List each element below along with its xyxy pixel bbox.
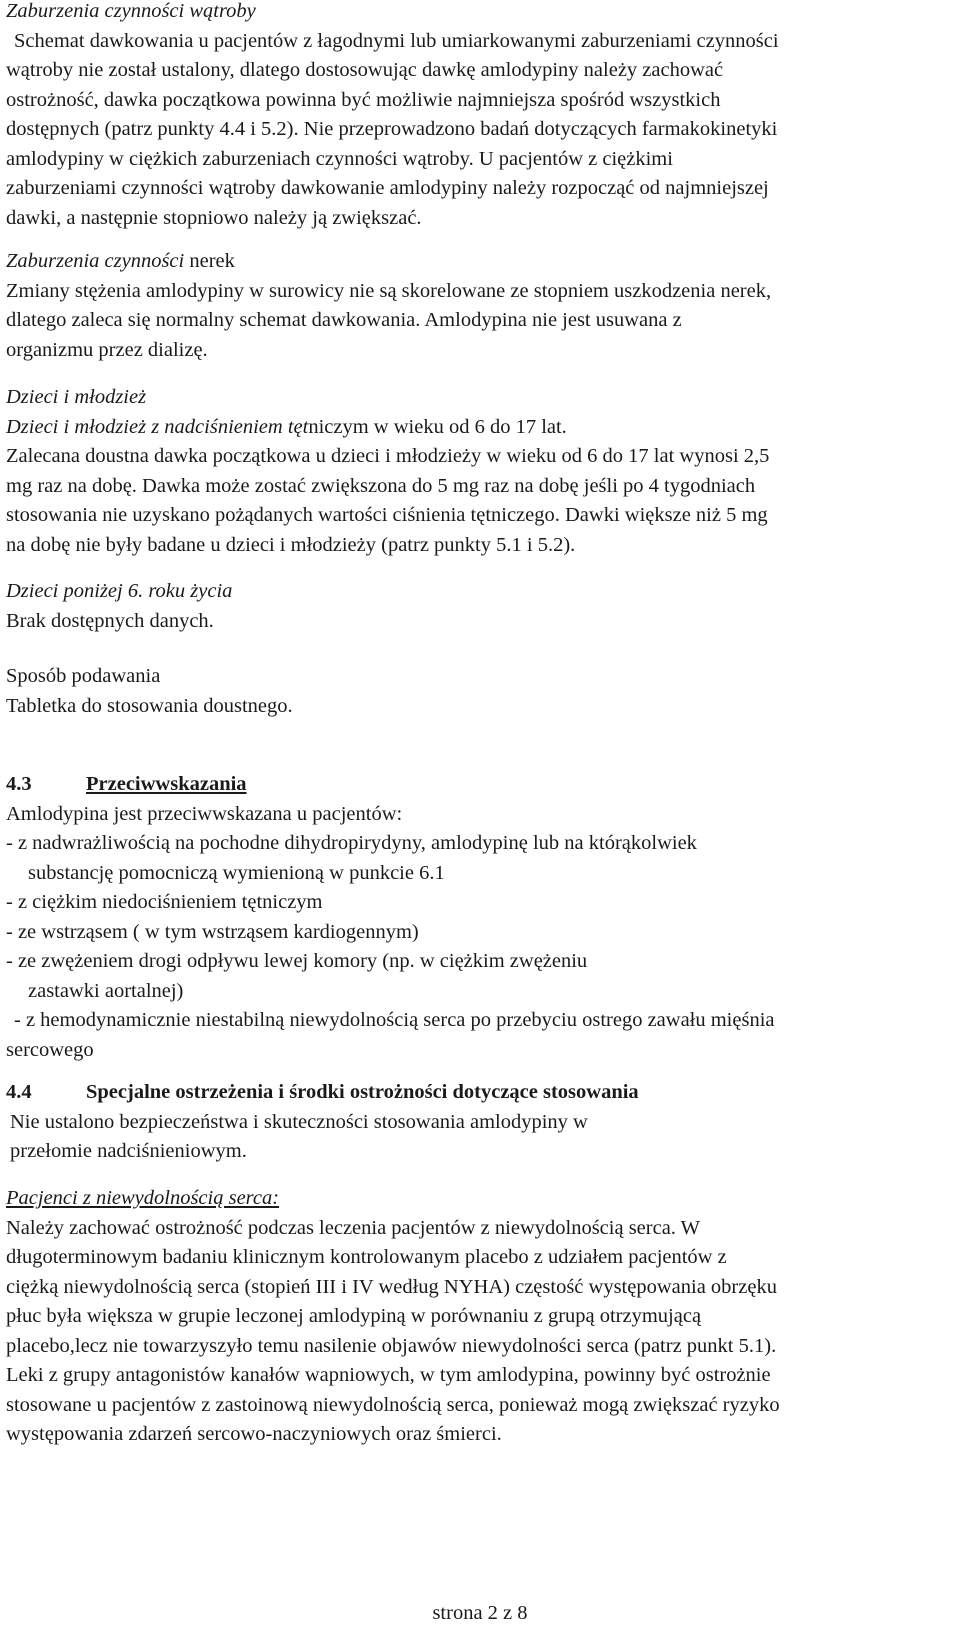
contraindication-item: zastawki aortalnej) xyxy=(28,979,184,1002)
section-4-4 xyxy=(6,1078,954,1167)
section-4-3 xyxy=(6,770,954,1065)
renal-heading xyxy=(6,247,954,277)
pediatric-line: na dobę nie były badane u dzieci i młodzieży (patrz punkty 5.1 i 5.2). xyxy=(6,533,576,556)
hepatic-line: dostępnych (patrz punkty 4.4 i 5.2). Nie przeprowadzono badań dotyczących farmakokinetyki xyxy=(6,118,778,140)
contraindication-item: - z ciężkim niedociśnieniem tętniczym xyxy=(6,891,323,913)
hepatic-line: amlodypiny w ciężkich zaburzeniach czynności wątroby. U pacjentów z ciężkimi xyxy=(6,147,673,170)
renal-line: organizmu przez dializę. xyxy=(6,338,208,361)
renal-section xyxy=(6,247,954,365)
pediatric-line: stosowania nie uzyskano pożądanych wartości ciśnienia tętniczego. Dawki większe niż 5 mg xyxy=(6,504,768,526)
admin-section xyxy=(6,662,954,721)
pediatric-line: Zalecana doustna dawka początkowa u dzieci i młodzieży w wieku od 6 do 17 lat wynosi 2,5 xyxy=(6,445,770,467)
hepatic-line: wątroby nie został ustalony, dlatego dostosowując dawkę amlodypiny należy zachować xyxy=(6,59,724,81)
hepatic-line: zaburzeniami czynności wątroby dawkowanie amlodypiny należy rozpocząć od najmniejszej xyxy=(6,177,769,199)
section-number: 4.3 xyxy=(6,773,32,795)
contraindications-intro: Amlodypina jest przeciwwskazana u pacjentów: xyxy=(6,802,403,825)
section-title: Przeciwwskazania xyxy=(86,773,247,795)
heart-failure-line: stosowane u pacjentów z zastoinową niewydolnością serca, ponieważ mogą zwiększać ryzyko xyxy=(6,1393,780,1416)
contraindication-item: - ze wstrząsem ( w tym wstrząsem kardiogennym) xyxy=(6,920,419,943)
heart-failure-line: Leki z grupy antagonistów kanałów wapniowych, w tym amlodypina, powinny być ostrożnie xyxy=(6,1364,771,1386)
hepatic-section xyxy=(6,0,954,233)
under6-text: Brak dostępnych danych. xyxy=(6,609,214,632)
section-4-4-line: przełomie nadciśnieniowym. xyxy=(10,1140,247,1162)
hepatic-line: dawki, a następnie stopniowo należy ją zwiększać. xyxy=(6,206,422,229)
heart-failure-line: występowania zdarzeń sercowo-naczyniowych oraz śmierci. xyxy=(6,1423,502,1445)
renal-heading-italic: Zaburzenia czynności xyxy=(6,250,185,272)
contraindication-item: - z nadwrażliwością na pochodne dihydropirydyny, amlodypinę lub na którąkolwiek xyxy=(6,832,697,854)
section-4-3-heading xyxy=(6,770,954,800)
heart-failure-line: długoterminowym badaniu klinicznym kontrolowanym placebo z udziałem pacjentów z xyxy=(6,1246,727,1268)
heart-failure-line: ciężką niewydolnością serca (stopień III i IV według NYHA) częstość występowania obrzęku xyxy=(6,1275,777,1298)
admin-heading: Sposób podawania xyxy=(6,665,161,687)
renal-line: dlatego zaleca się normalny schemat dawkowania. Amlodypina nie jest usuwana z xyxy=(6,309,682,331)
heart-failure-line: Należy zachować ostrożność podczas leczenia pacjentów z niewydolnością serca. W xyxy=(6,1216,701,1239)
pediatric-line: mg raz na dobę. Dawka może zostać zwiększona do 5 mg raz na dobę jeśli po 4 tygodniach xyxy=(6,474,756,497)
pediatric-subheading-italic: Dzieci i młodzież z nadciśnieniem tęt xyxy=(6,415,309,438)
heart-failure-heading: Pacjenci z niewydolnością serca: xyxy=(6,1187,280,1209)
section-4-4-line: Nie ustalono bezpieczeństwa i skuteczności stosowania amlodypiny w xyxy=(10,1110,588,1133)
pediatric-section xyxy=(6,383,954,560)
contraindication-item: - z hemodynamicznie niestabilną niewydolnością serca po przebyciu ostrego zawału mięśnia xyxy=(14,1009,775,1031)
contraindication-item: sercowego xyxy=(6,1038,94,1061)
hepatic-line: ostrożność, dawka początkowa powinna być możliwie najmniejsza spośród wszystkich xyxy=(6,88,721,111)
hepatic-heading: Zaburzenia czynności wątroby xyxy=(6,0,256,22)
section-number: 4.4 xyxy=(6,1081,32,1103)
contraindication-item: - ze zwężeniem drogi odpływu lewej komory (np. w ciężkim zwężeniu xyxy=(6,950,588,972)
under6-section xyxy=(6,577,954,636)
under6-heading: Dzieci poniżej 6. roku życia xyxy=(6,580,233,602)
pediatric-heading: Dzieci i młodzież xyxy=(6,386,147,408)
renal-heading-plain: nerek xyxy=(184,250,235,272)
page-number: strona 2 z 8 xyxy=(432,1602,528,1624)
renal-line: Zmiany stężenia amlodypiny w surowicy nie są skorelowane ze stopniem uszkodzenia nerek, xyxy=(6,279,772,302)
contraindication-item: substancję pomocniczą wymienioną w punkcie 6.1 xyxy=(28,861,445,884)
hepatic-line: Schemat dawkowania u pacjentów z łagodnymi lub umiarkowanymi zaburzeniami czynności xyxy=(14,29,779,52)
section-4-4-heading xyxy=(6,1078,954,1108)
heart-failure-line: płuc była większa w grupie leczonej amlodypiną w porównaniu z grupą otrzymującą xyxy=(6,1305,702,1327)
heart-failure-section xyxy=(6,1184,954,1450)
pediatric-subheading xyxy=(6,413,954,443)
admin-text: Tabletka do stosowania doustnego. xyxy=(6,694,293,717)
heart-failure-line: placebo,lecz nie towarzyszyło temu nasilenie objawów niewydolności serca (patrz punkt 5.1). xyxy=(6,1334,777,1357)
pediatric-subheading-plain: niczym w wieku od 6 do 17 lat. xyxy=(308,415,567,438)
section-title: Specjalne ostrzeżenia i środki ostrożności dotyczące stosowania xyxy=(86,1081,639,1103)
